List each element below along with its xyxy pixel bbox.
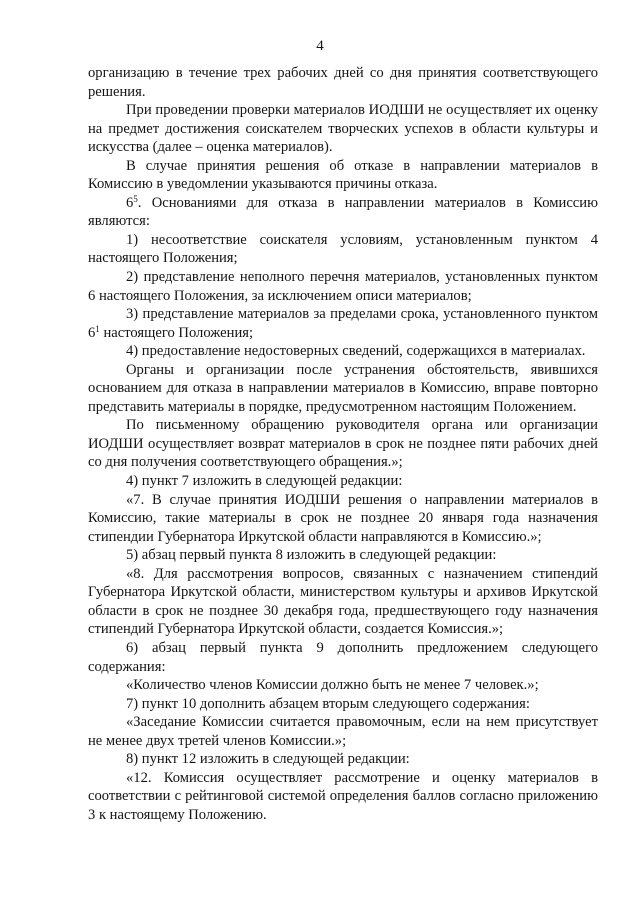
- paragraph-text: . Основаниями для отказа в направлении материалов в Комиссию являются:: [88, 194, 598, 230]
- paragraph: 4) предоставление недостоверных сведений, содержащихся в материалах.: [126, 343, 586, 360]
- paragraph: [88, 305, 598, 342]
- paragraph: «Заседание Комиссии считается правомочным, если на нем присутствует не менее двух третей членов Комиссии.»;: [88, 714, 598, 749]
- clause-number: 6: [126, 194, 134, 211]
- paragraph: По письменному обращению руководителя органа или организации ИОДШИ осуществляет возврат материалов в срок не позднее пяти рабочих дней со дня получения соответствующего обращения.»;: [88, 417, 598, 471]
- paragraph-text: 3) представление материалов за пределами срока, установленного пунктом 6: [88, 306, 598, 341]
- paragraph: 4) пункт 7 изложить в следующей редакции:: [126, 473, 403, 490]
- paragraph: 7) пункт 10 дополнить абзацем вторым следующего содержания:: [126, 695, 530, 712]
- paragraph: 5) абзац первый пункта 8 изложить в следующей редакции:: [126, 547, 497, 564]
- paragraph: [88, 194, 598, 231]
- superscript: 5: [133, 193, 138, 204]
- document-body: [88, 64, 598, 824]
- paragraph: 2) представление неполного перечня материалов, установленных пунктом 6 настоящего Положения, за исключением описи материалов;: [88, 269, 598, 304]
- paragraph: «8. Для рассмотрения вопросов, связанных с назначением стипендий Губернатора Иркутской области, министерством культуры и архивов Иркутской области в срок не позднее 30 декабря года, предшествующего году назначения стипендий Губернатора Иркутской области, создается Комиссия.»;: [88, 565, 598, 638]
- paragraph: 8) пункт 12 изложить в следующей редакции:: [126, 751, 410, 768]
- paragraph-text: настоящего Положения;: [99, 324, 254, 341]
- page-number: 4: [316, 38, 324, 54]
- paragraph: «7. В случае принятия ИОДШИ решения о направлении материалов в Комиссию, такие материалы в срок не позднее 20 января года назначения стипендии Губернатора Иркутской области направляются в Комиссию.»;: [88, 491, 598, 545]
- paragraph: «12. Комиссия осуществляет рассмотрение и оценку материалов в соответствии с рейтинговой системой определения баллов согласно приложению 3 к настоящему Положению.: [88, 769, 598, 823]
- superscript: 1: [95, 323, 100, 334]
- paragraph: «Количество членов Комиссии должно быть не менее 7 человек.»;: [126, 677, 539, 694]
- paragraph: организацию в течение трех рабочих дней со дня принятия соответствующего решения.: [88, 65, 598, 100]
- paragraph: 6) абзац первый пункта 9 дополнить предложением следующего содержания:: [88, 639, 598, 675]
- paragraph: 1) несоответствие соискателя условиям, установленным пунктом 4 настоящего Положения;: [88, 231, 598, 267]
- paragraph: При проведении проверки материалов ИОДШИ не осуществляет их оценку на предмет достижения соискателем творческих успехов в области культуры и искусства (далее – оценка материалов).: [88, 102, 598, 156]
- paragraph: Органы и организации после устранения обстоятельств, явившихся основанием для отказа в направлении материалов в Комиссию, вправе повторно представить материалы в порядке, предусмотренном настоящим Положением.: [88, 361, 598, 415]
- paragraph: В случае принятия решения об отказе в направлении материалов в Комиссию в уведомлении указываются причины отказа.: [88, 157, 598, 193]
